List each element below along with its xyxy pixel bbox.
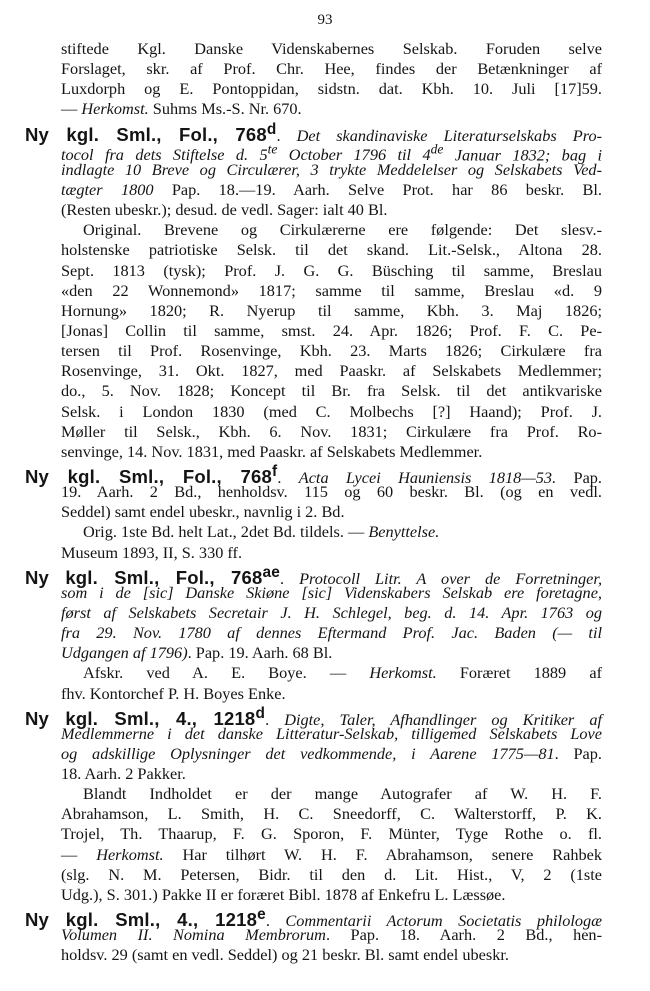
italic-text xyxy=(368,522,439,541)
text-line xyxy=(61,99,602,119)
text-run-content: Suhms Ms.-S. Nr. 670. xyxy=(148,99,302,119)
superscript: e xyxy=(257,906,266,924)
text-run xyxy=(154,180,603,199)
italic-text xyxy=(61,925,326,944)
text-line: 18. Aarh. 2 Pakker. xyxy=(61,764,186,784)
text-run-content: Benyttelse. xyxy=(368,522,440,542)
text-run-content: Januar 1832; bag i xyxy=(443,145,603,165)
superscript: d xyxy=(255,704,266,722)
italic-text xyxy=(61,724,602,743)
text-run-content: Ny kgl. Sml., Fol., 768 xyxy=(25,466,272,488)
text-run-content: Acta Lycei Hauniensis 1818—53. xyxy=(298,468,557,488)
text-run-content: Herkomst. xyxy=(81,99,149,119)
text-line xyxy=(61,663,602,683)
text-run-content: Pap. 18.—19. Aarh. Selve Prot. har 86 beskr. Bl. xyxy=(153,179,603,199)
text-run xyxy=(326,925,602,944)
text-run-content: Afskr. ved A. E. Boye. — xyxy=(83,663,370,683)
italic-text xyxy=(61,160,602,179)
text-line xyxy=(61,724,602,744)
text-run-content: Herkomst. xyxy=(369,663,437,683)
text-line: do., 5. Nov. 1828; Koncept til Br. fra Selsk. til det antikvariske xyxy=(61,381,602,401)
text-line: [Jonas] Collin til samme, smst. 24. Apr. 1826; Prof. F. C. Pe- xyxy=(61,320,602,340)
text-run-content: Ny kgl. Sml., 4., 1218 xyxy=(25,909,258,931)
text-line: stiftede Kgl. Danske Videnskabernes Selskab. Foruden selve xyxy=(61,39,602,58)
italic-text xyxy=(61,744,555,763)
text-run-content: . Pap. xyxy=(554,743,602,763)
text-line xyxy=(61,744,602,764)
text-run-content: først af Selskabets Secretair J. H. Schlegel, beg. d. 14. Apr. 1763 og xyxy=(61,602,602,622)
entry-heading-line xyxy=(25,704,603,729)
superscript: de xyxy=(430,141,444,157)
text-line: holdsv. 29 (samt en vedl. Seddel) og 21 beskr. Bl. samt endel ubeskr. xyxy=(61,945,509,965)
text-line: (slg. N. M. Petersen, Bidr. til den d. Lit. Hist., V, 2 (1ste xyxy=(61,864,602,884)
text-run xyxy=(437,663,602,682)
text-line xyxy=(61,160,602,180)
superscript: f xyxy=(271,462,278,480)
text-run-content: fra 29. Nov. 1780 af dennes Eftermand Prof. Jac. Baden (— til xyxy=(61,623,602,643)
text-line xyxy=(61,180,602,200)
text-run-content: Har tilhørt W. H. F. Abrahamson, senere Rahbek xyxy=(163,844,602,864)
text-run xyxy=(61,845,96,864)
text-line: Museum 1893, II, S. 330 ff. xyxy=(61,542,243,562)
text-run-content: Ny kgl. Sml., Fol., 768 xyxy=(25,123,267,145)
text-run xyxy=(83,522,368,541)
text-line xyxy=(61,643,602,663)
text-run-content: tocol fra dets Stiftelse d. 5 xyxy=(61,145,268,165)
text-line: (Resten ubeskr.); desud. de vedl. Sager: ialt 40 Bl. xyxy=(61,200,388,220)
text-run-content: Det skandinaviske Literaturselskabs Pro- xyxy=(296,125,603,145)
text-run-content: indlagte 10 Breve og Circulærer, 3 trykte Meddelelser og Selskabets Ved- xyxy=(61,159,602,179)
text-run-content: . xyxy=(265,911,286,931)
text-line xyxy=(61,140,603,165)
text-line: Trojel, Th. Thaarup, F. G. Sporon, F. Münter, Tyge Rothe o. fl. xyxy=(61,824,602,844)
text-run xyxy=(149,99,302,118)
text-line: Sept. 1813 (tysk); Prof. J. G. G. Büsching til samme, Breslau xyxy=(61,260,602,280)
text-run-content: . xyxy=(276,125,297,145)
text-line: Udg.), S. 301.) Pakke II er foræret Bibl. 1878 af Enkefru L. Læssøe. xyxy=(61,884,506,904)
text-run-content: Herkomst. xyxy=(96,844,164,864)
text-line: Rosenvinge, 31. Okt. 1827, med Paaskr. af Selskabets Medlemmer; xyxy=(61,361,602,381)
text-line: Abrahamson, L. Smith, H. C. Sneedorff, C. Walterstorff, P. K. xyxy=(61,804,602,824)
text-run-content: . Pap. 19. Aarh. 68 Bl. xyxy=(187,643,333,663)
text-run-content: Commentarii Actorum Societatis philologæ xyxy=(285,911,602,931)
italic-text xyxy=(369,663,436,682)
text-run-content: tægter 1800 xyxy=(61,179,154,199)
text-run-content: Foræret 1889 af xyxy=(436,663,602,683)
text-run-content: — xyxy=(61,99,82,119)
text-run xyxy=(164,845,602,864)
text-line: Blandt Indholdet er der mange Autografer af W. H. F. xyxy=(83,784,602,804)
entry-heading-line xyxy=(25,462,603,488)
text-run xyxy=(61,99,81,118)
text-run-content: Ny kgl. Sml., 4., 1218 xyxy=(25,707,256,729)
text-line: Original. Brevene og Cirkulærerne ere følgende: Det slesv.- xyxy=(83,220,602,240)
italic-text xyxy=(61,583,602,602)
text-run-content: Protocoll Litr. A over de Forretninger, xyxy=(299,568,603,588)
entry-heading-line xyxy=(25,563,603,588)
text-line: «den 22 Wonnemond» 1817; samme til samme, Breslau «d. 9 xyxy=(61,280,602,300)
superscript: d xyxy=(266,120,277,138)
text-run-content: October 1796 til 4 xyxy=(277,145,431,165)
superscript: ae xyxy=(262,563,281,581)
italic-text xyxy=(61,623,602,642)
text-line xyxy=(61,603,602,623)
text-run-content: . Pap. 18. Aarh. 2 Bd., hen- xyxy=(325,925,602,945)
text-line xyxy=(61,522,602,542)
text-run-content: Orig. 1ste Bd. helt Lat., 2det Bd. tildels. — xyxy=(83,522,369,542)
text-run-content: . xyxy=(280,568,300,588)
text-line: Seddel) samt endel ubeskr., navnlig i 2. Bd. xyxy=(61,502,345,522)
italic-text xyxy=(61,643,188,662)
italic-text xyxy=(81,99,148,118)
entry-heading-line xyxy=(25,905,602,931)
text-run-content: . xyxy=(265,709,285,729)
entry-heading-line xyxy=(25,120,603,145)
superscript: te xyxy=(267,141,278,157)
text-run-content: Volumen II. Nomina Membrorum xyxy=(61,925,326,945)
italic-text xyxy=(61,180,154,199)
text-line: Luxdorph og E. Pontoppidan, sidstn. dat. Kbh. 10. Juli [17]59. xyxy=(61,79,602,99)
text-line: 19. Aarh. 2 Bd., henholdsv. 115 og 60 beskr. Bl. (og en vedl. xyxy=(61,482,602,502)
text-run-content: Digte, Taler, Afhandlinger og Kritiker af xyxy=(284,709,603,729)
text-run-content: Pap. xyxy=(556,468,603,488)
text-run xyxy=(555,744,602,763)
italic-text xyxy=(61,603,602,622)
text-run-content: . xyxy=(277,468,299,488)
page-number: 93 xyxy=(317,12,333,28)
text-run-content: og adskillige Oplysninger det vedkommende, i Aarene 1775—81 xyxy=(61,743,555,763)
text-line: holstenske patriotiske Selsk. til det skand. Lit.-Selsk., Altona 28. xyxy=(61,240,602,260)
text-line: fhv. Kontorchef P. H. Boyes Enke. xyxy=(61,683,286,703)
catalogue-text xyxy=(25,39,603,965)
text-run-content: Udgangen af 1796) xyxy=(61,643,188,663)
text-line: Møller til Selsk., Kbh. 6. Nov. 1831; Cirkulære fra Prof. Ro- xyxy=(61,421,602,441)
text-run xyxy=(83,663,369,682)
text-run xyxy=(188,643,333,662)
text-run-content: Ny kgl. Sml., Fol., 768 xyxy=(25,566,263,588)
text-run-content: som i de [sic] Danske Skiøne [sic] Videnskabers Selskab ere foretagne, xyxy=(61,582,602,602)
text-line xyxy=(61,583,602,603)
text-line: senvinge, 14. Nov. 1831, med Paaskr. af Selskabets Medlemmer. xyxy=(61,441,483,461)
text-line xyxy=(61,925,602,945)
text-line xyxy=(61,845,602,865)
text-line: Hornung» 1820; R. Nyerup til samme, Kbh. 3. Maj 1826; xyxy=(61,300,602,320)
italic-text xyxy=(96,845,163,864)
text-run-content: Medlemmerne i det danske Litteratur-Selskab, tilligemed Selskabets Love xyxy=(61,723,602,743)
text-run-content: — xyxy=(61,844,97,864)
text-line xyxy=(61,623,602,643)
text-line: Selsk. i London 1830 (med C. Molbechs [?] Haand); Prof. J. xyxy=(61,401,602,421)
text-line: Forslaget, skr. af Prof. Chr. Hee, findes der Betænkninger af xyxy=(61,59,602,79)
text-line: tersen til Prof. Rosenvinge, Kbh. 23. Marts 1826; Cirkulære fra xyxy=(61,341,602,361)
